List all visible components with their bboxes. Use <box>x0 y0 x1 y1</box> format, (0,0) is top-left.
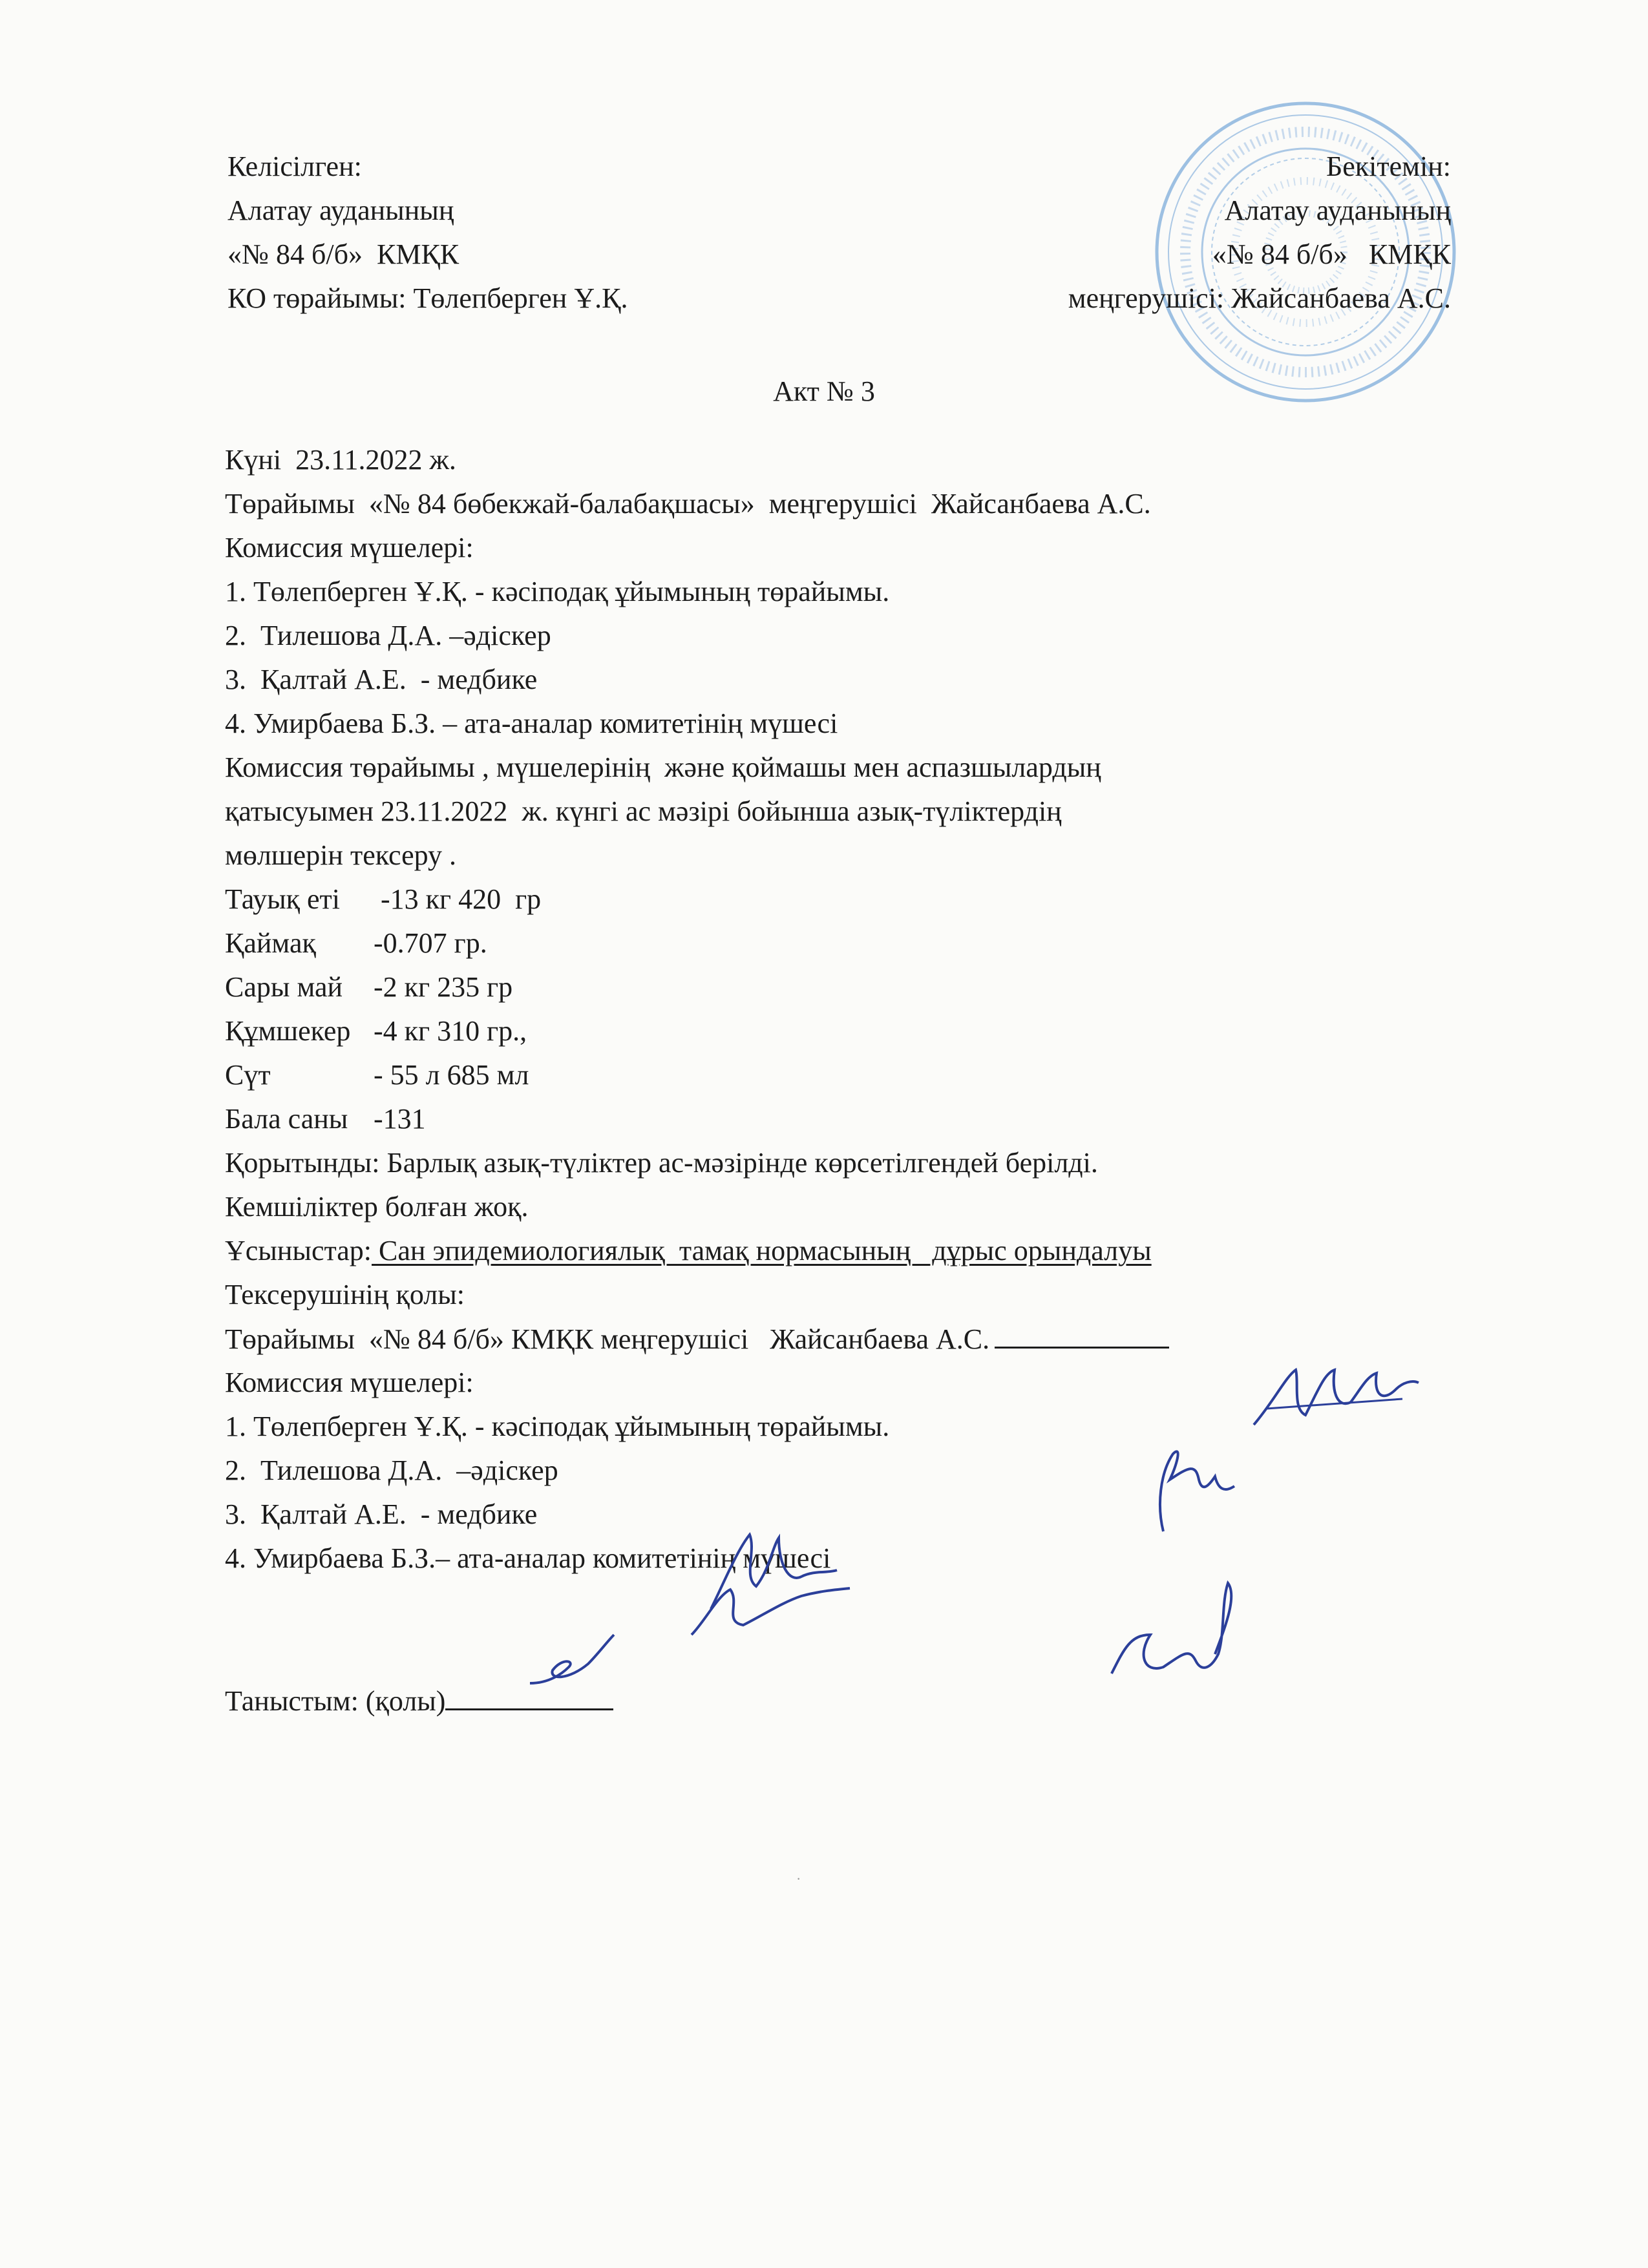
product-row <box>225 881 541 918</box>
head-signature <box>1247 1363 1422 1434</box>
header-right-line-1: Бекітемін: <box>1326 151 1451 182</box>
paragraph-line-1: Комиссия төрайымы , мүшелерінің және қоймашы мен аспазшылардың <box>225 751 1101 783</box>
header-left-line-3: «№ 84 б/б» КМҚК <box>227 238 460 270</box>
proposals-line <box>225 1233 1152 1269</box>
product-row <box>225 1013 527 1049</box>
product-name: Сары май <box>225 971 343 1003</box>
product-amount: - 55 л 685 мл <box>374 1059 529 1091</box>
date-line: Күні 23.11.2022 ж. <box>225 444 456 476</box>
conclusion-line-2: Кемшіліктер болған жоқ. <box>225 1191 529 1223</box>
member1-signature <box>1137 1441 1247 1538</box>
paragraph-line-2: қатысуымен 23.11.2022 ж. күнгі ас мәзірі бойынша азық-түліктердің <box>225 795 1062 827</box>
product-name: Құмшекер <box>225 1015 351 1047</box>
proposals-text: Сан эпидемиологиялық тамақ нормасының дұрыс орындалуы <box>372 1235 1152 1266</box>
chair-line: Төрайымы «№ 84 бөбекжай-балабақшасы» меңгерушісі Жайсанбаева А.С. <box>225 488 1151 520</box>
member-4: 4. Умирбаева Б.З. – ата-аналар комитетінің мүшесі <box>225 708 838 739</box>
product-amount: -131 <box>374 1103 426 1135</box>
member4-signature <box>1099 1577 1247 1699</box>
member-1: 1. Төлепберген Ұ.Қ. - кәсіподақ ұйымының төрайымы. <box>225 576 890 607</box>
product-amount: -0.707 гр. <box>374 927 487 959</box>
member2-2: 2. Тилешова Д.А. –әдіскер <box>225 1454 558 1486</box>
product-amount: -2 кг 235 гр <box>374 971 513 1003</box>
paragraph-line-3: мөлшерін тексеру . <box>225 839 457 871</box>
product-row <box>225 1057 529 1093</box>
acquainted-label: Таныстым: (қолы) <box>225 1685 446 1717</box>
header-right-line-3: «№ 84 б/б» КМҚК <box>1212 238 1451 270</box>
product-name: Тауық еті <box>225 883 340 915</box>
member2-4: 4. Умирбаева Б.З.– ата-аналар комитетінің мүшесі <box>225 1542 831 1574</box>
header-right-line-2: Алатау ауданының <box>1224 194 1451 226</box>
product-name: Бала саны <box>225 1103 348 1135</box>
product-row <box>225 925 487 961</box>
product-amount: -4 кг 310 гр., <box>374 1015 527 1047</box>
acquainted-signature <box>517 1628 620 1693</box>
document-title: Акт № 3 <box>773 375 875 407</box>
product-amount: -13 кг 420 гр <box>374 883 542 915</box>
member-3: 3. Қалтай А.Е. - медбике <box>225 664 538 695</box>
scan-speck: · <box>796 1871 801 1887</box>
product-name: Сүт <box>225 1059 271 1091</box>
member3-signature <box>685 1551 853 1648</box>
header-left-line-2: Алатау ауданының <box>227 194 454 226</box>
inspector-line <box>225 1321 1169 1358</box>
signature-blank-line <box>995 1321 1169 1349</box>
member2-1: 1. Төлепберген Ұ.Қ. - кәсіподақ ұйымының төрайымы. <box>225 1411 890 1442</box>
product-row <box>225 1101 426 1137</box>
inspector-name: Төрайымы «№ 84 б/б» КМҚК меңгерушісі Жайсанбаева А.С. <box>225 1323 990 1355</box>
product-name: Қаймақ <box>225 927 316 959</box>
header-left-line-4: КО төрайымы: Төлепберген Ұ.Қ. <box>227 282 628 314</box>
proposals-label: Ұсыныстар: <box>225 1235 372 1266</box>
header-left-line-1: Келісілген: <box>227 151 362 182</box>
inspector-label: Тексерушінің қолы: <box>225 1279 465 1310</box>
conclusion-line-1: Қорытынды: Барлық азық-түліктер ас-мәзірінде көрсетілгендей берілді. <box>225 1147 1098 1179</box>
members2-label: Комиссия мүшелері: <box>225 1367 474 1398</box>
product-row <box>225 969 512 1005</box>
header-right-line-4: меңгерушісі: Жайсанбаева А.С. <box>1068 282 1451 314</box>
member-2: 2. Тилешова Д.А. –әдіскер <box>225 620 551 651</box>
members-label: Комиссия мүшелері: <box>225 532 474 563</box>
member2-3: 3. Қалтай А.Е. - медбике <box>225 1498 538 1530</box>
